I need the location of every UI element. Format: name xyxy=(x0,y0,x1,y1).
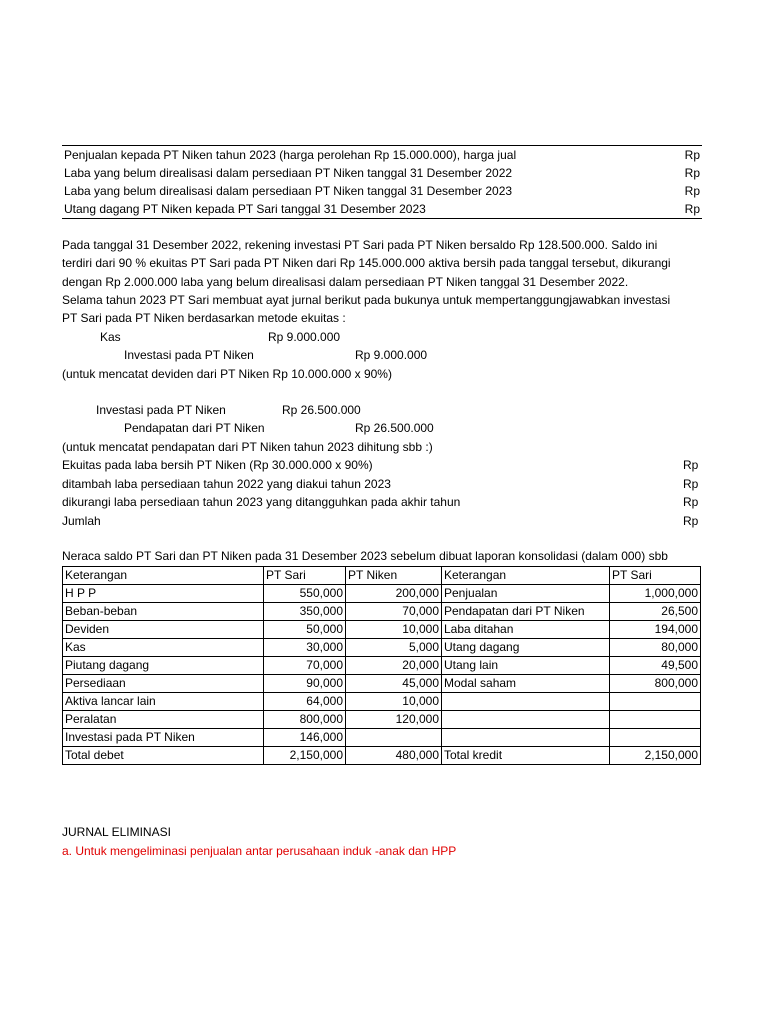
calc-label: Jumlah xyxy=(62,514,101,528)
journal-credit-account: Investasi pada PT Niken xyxy=(124,348,254,362)
table-cell xyxy=(610,729,701,747)
summary-row xyxy=(62,146,702,165)
table-cell: 45,000 xyxy=(346,675,442,693)
table-cell: Deviden xyxy=(63,621,264,639)
summary-row xyxy=(62,182,702,200)
table-cell: Modal saham xyxy=(442,675,610,693)
header-cell: PT Sari xyxy=(610,567,701,585)
table-cell: Beban-beban xyxy=(63,603,264,621)
table-cell xyxy=(610,693,701,711)
journal-credit-amount: Rp 26.500.000 xyxy=(355,421,434,435)
calc-rp: Rp xyxy=(683,458,699,472)
journal-debit-amount: Rp 26.500.000 xyxy=(282,403,361,417)
elimination-heading: JURNAL ELIMINASI xyxy=(62,825,171,839)
table-cell: 80,000 xyxy=(610,639,701,657)
table-cell: 49,500 xyxy=(610,657,701,675)
summary-label: Laba yang belum direalisasi dalam persediaan PT Niken tanggal 31 Desember 2023 xyxy=(64,184,513,198)
journal-note: (untuk mencatat deviden dari PT Niken Rp 10.000.000 x 90%) xyxy=(62,367,392,381)
table-cell: Investasi pada PT Niken xyxy=(63,729,264,747)
trial-balance-table xyxy=(62,566,701,765)
calc-rp: Rp xyxy=(683,477,699,491)
header-cell: PT Niken xyxy=(346,567,442,585)
table-cell: Peralatan xyxy=(63,711,264,729)
table-cell xyxy=(610,711,701,729)
calc-label: dikurangi laba persediaan tahun 2023 yang ditangguhkan pada akhir tahun xyxy=(62,495,461,509)
table-cell: 480,000 xyxy=(346,747,442,765)
paragraph-line: terdiri dari 90 % ekuitas PT Sari pada PT Niken dari Rp 145.000.000 aktiva bersih pada tanggal tersebut, dikurangi xyxy=(62,256,671,270)
table-cell: 20,000 xyxy=(346,657,442,675)
calc-label: Ekuitas pada laba bersih PT Niken (Rp 30.000.000 x 90%) xyxy=(62,458,373,472)
table-cell: Piutang dagang xyxy=(63,657,264,675)
table-cell: 194,000 xyxy=(610,621,701,639)
paragraph-line: Selama tahun 2023 PT Sari membuat ayat jurnal berikut pada bukunya untuk mempertanggungjawabkan investasi xyxy=(62,293,671,307)
neraca-title: Neraca saldo PT Sari dan PT Niken pada 31 Desember 2023 sebelum dibuat laporan konsolidasi (dalam 000) sbb xyxy=(62,549,668,563)
table-cell: 5,000 xyxy=(346,639,442,657)
table-cell: 50,000 xyxy=(264,621,346,639)
calc-label: ditambah laba persediaan tahun 2022 yang diakui tahun 2023 xyxy=(62,477,391,491)
table-cell: 146,000 xyxy=(264,729,346,747)
journal-debit-account: Kas xyxy=(100,330,121,344)
paragraph-line: Pada tanggal 31 Desember 2022, rekening investasi PT Sari pada PT Niken bersaldo Rp 128.500.000. Saldo ini xyxy=(62,238,658,252)
journal-debit-account: Investasi pada PT Niken xyxy=(96,403,226,417)
table-cell: Kas xyxy=(63,639,264,657)
table-cell: Utang dagang xyxy=(442,639,610,657)
table-row xyxy=(63,657,701,675)
header-cell: Keterangan xyxy=(442,567,610,585)
table-header-row xyxy=(63,567,701,585)
summary-label: Utang dagang PT Niken kepada PT Sari tanggal 31 Desember 2023 xyxy=(62,200,662,219)
table-cell: 350,000 xyxy=(264,603,346,621)
summary-row xyxy=(62,164,702,182)
table-cell: Laba ditahan xyxy=(442,621,610,639)
table-row xyxy=(63,675,701,693)
table-cell xyxy=(346,729,442,747)
table-cell: 70,000 xyxy=(346,603,442,621)
table-cell: Utang lain xyxy=(442,657,610,675)
paragraph-line: dengan Rp 2.000.000 laba yang belum direalisasi dalam persediaan PT Niken tanggal 31 Desember 2022. xyxy=(62,275,629,289)
table-total-row xyxy=(63,747,701,765)
journal-debit-amount: Rp 9.000.000 xyxy=(268,330,341,344)
table-cell: 800,000 xyxy=(610,675,701,693)
table-row xyxy=(63,621,701,639)
calc-rp: Rp xyxy=(683,495,699,509)
table-cell: 70,000 xyxy=(264,657,346,675)
table-cell: 10,000 xyxy=(346,621,442,639)
table-cell: H P P xyxy=(63,585,264,603)
table-row xyxy=(63,711,701,729)
summary-label: Laba yang belum direalisasi dalam persediaan PT Niken tanggal 31 Desember 2022 xyxy=(64,166,513,180)
journal-credit-account: Pendapatan dari PT Niken xyxy=(124,421,265,435)
table-cell xyxy=(442,693,610,711)
table-cell: 550,000 xyxy=(264,585,346,603)
summary-rp: Rp xyxy=(662,200,702,219)
calc-rp: Rp xyxy=(683,514,699,528)
table-row xyxy=(63,693,701,711)
table-cell: 800,000 xyxy=(264,711,346,729)
table-cell: Aktiva lancar lain xyxy=(63,693,264,711)
table-cell: 26,500 xyxy=(610,603,701,621)
table-cell: Persediaan xyxy=(63,675,264,693)
table-cell: Total debet xyxy=(63,747,264,765)
journal-credit-amount: Rp 9.000.000 xyxy=(355,348,428,362)
table-cell: 120,000 xyxy=(346,711,442,729)
table-cell: 2,150,000 xyxy=(610,747,701,765)
table-row xyxy=(63,639,701,657)
table-cell: 10,000 xyxy=(346,693,442,711)
paragraph-line: PT Sari pada PT Niken berdasarkan metode ekuitas : xyxy=(62,311,346,325)
table-cell: 200,000 xyxy=(346,585,442,603)
table-row xyxy=(63,603,701,621)
table-cell: 1,000,000 xyxy=(610,585,701,603)
journal-note: (untuk mencatat pendapatan dari PT Niken tahun 2023 dihitung sbb :) xyxy=(62,440,433,454)
table-cell: Pendapatan dari PT Niken xyxy=(442,603,610,621)
summary-row xyxy=(62,200,702,219)
table-cell: 30,000 xyxy=(264,639,346,657)
elimination-item-a: a. Untuk mengeliminasi penjualan antar perusahaan induk -anak dan HPP xyxy=(62,844,457,858)
table-cell: Total kredit xyxy=(442,747,610,765)
summary-rp: Rp xyxy=(662,146,702,165)
table-cell: 90,000 xyxy=(264,675,346,693)
header-cell: Keterangan xyxy=(63,567,264,585)
table-cell xyxy=(442,729,610,747)
equity-method-paragraph xyxy=(62,236,702,336)
table-row xyxy=(63,585,701,603)
summary-label: Penjualan kepada PT Niken tahun 2023 (harga perolehan Rp 15.000.000), harga jual xyxy=(62,146,662,165)
table-cell: Penjualan xyxy=(442,585,610,603)
table-cell: 64,000 xyxy=(264,693,346,711)
table-row xyxy=(63,729,701,747)
header-cell: PT Sari xyxy=(264,567,346,585)
neraca-title-wrap xyxy=(62,547,702,565)
summary-rp: Rp xyxy=(684,184,700,198)
intercompany-summary-table xyxy=(62,145,702,219)
summary-rp: Rp xyxy=(684,166,700,180)
table-cell xyxy=(442,711,610,729)
table-cell: 2,150,000 xyxy=(264,747,346,765)
